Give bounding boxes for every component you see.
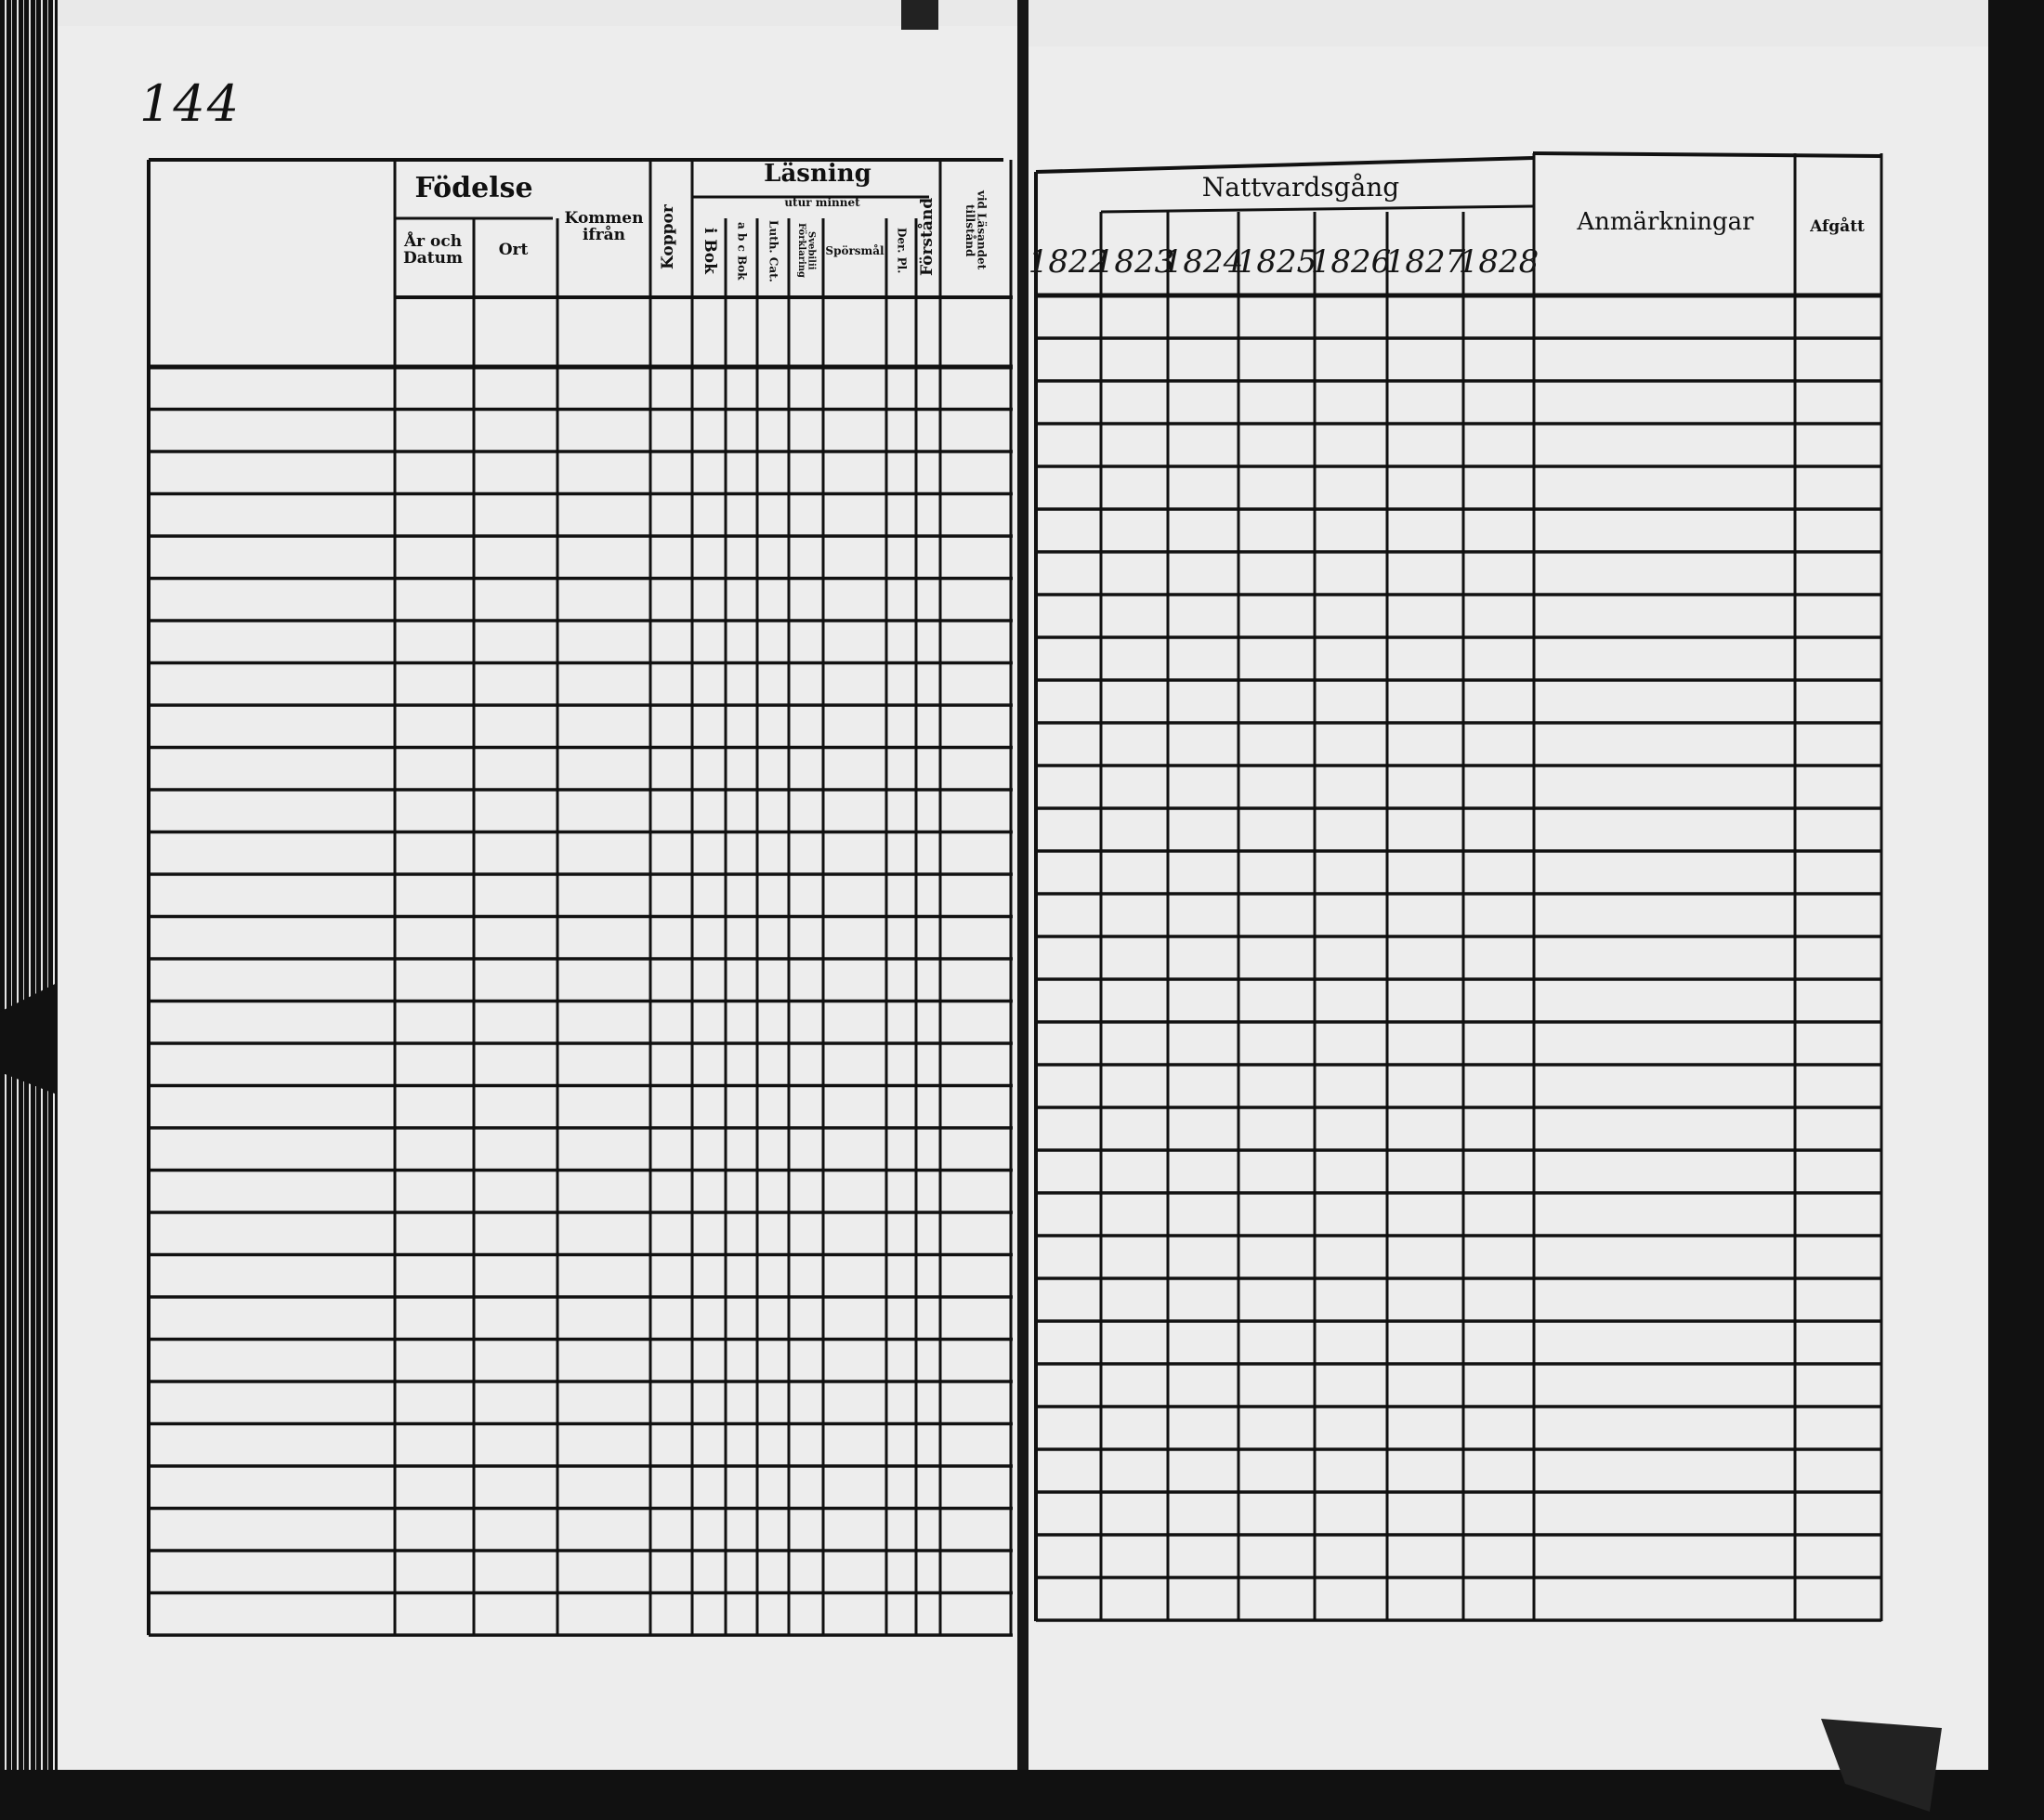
header-tillstand: vid Läsandet tillstånd [963, 190, 989, 270]
header-anmarkningar: Anmärkningar [1577, 208, 1754, 237]
header-afgatt: Afgått [1810, 217, 1865, 237]
year-1822: 1822 [1028, 243, 1109, 282]
header-sparsmal: Spörsmål [825, 243, 884, 257]
header-der-pl: Der. Pl. [895, 228, 909, 274]
header-luth-cat: Luth. Cat. [766, 219, 780, 282]
header-kommen-ifran: Kommen ifrån [564, 209, 644, 244]
header-nattvardsgang: Nattvardsgång [1201, 172, 1400, 203]
year-1825: 1825 [1236, 243, 1317, 282]
page-number: 144 [139, 74, 242, 133]
header-abc-bok: a b c Bok [735, 221, 749, 281]
year-1826: 1826 [1310, 243, 1392, 282]
header-svebilii-forklaring: Svebilii Förklaring [796, 223, 817, 279]
year-1823: 1823 [1094, 243, 1175, 282]
header-forstaend: Förstånd [918, 197, 937, 277]
year-1827: 1827 [1384, 243, 1466, 282]
header-lasning: Läsning [764, 160, 871, 189]
header-i-bok: i Bok [700, 228, 719, 274]
header-ort: Ort [498, 241, 529, 260]
header-utur-minnet: utur minnet [784, 195, 860, 209]
header-ar-och-datum: År och Datum [403, 232, 463, 268]
header-fodelse: Födelse [414, 172, 533, 205]
header-koppor: Koppor [659, 204, 678, 269]
right-header-top-rule-2 [1533, 153, 1881, 156]
year-1824: 1824 [1162, 243, 1244, 282]
year-1828: 1828 [1458, 243, 1540, 282]
